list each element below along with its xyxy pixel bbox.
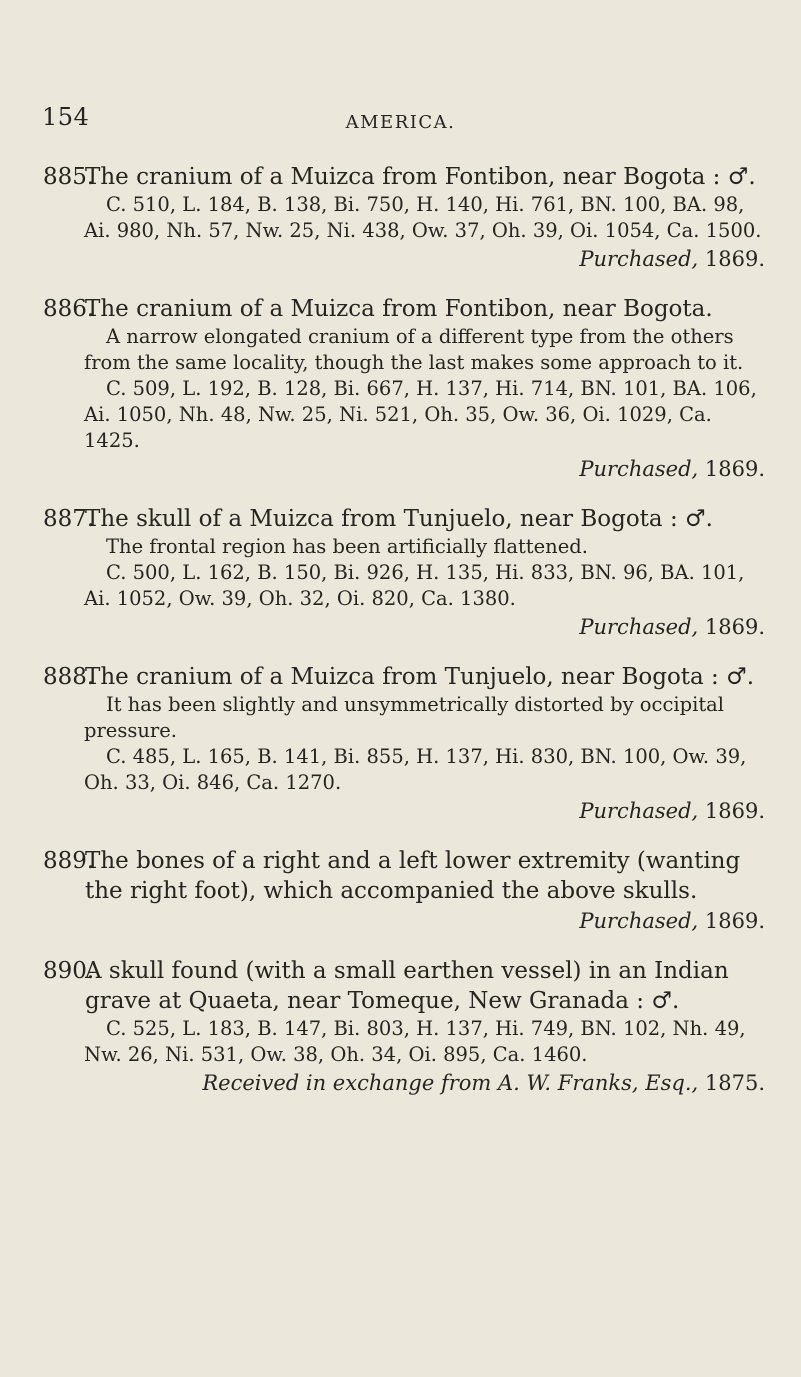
catalogue-entries: [0, 162, 801, 1098]
entry-description: It has been slightly and unsymmetrically distorted by occipital pressure.: [84, 693, 725, 742]
entry-measurements: C. 525, L. 183, B. 147, Bi. 803, H. 137, Hi. 749, BN. 102, Nh. 49, Nw. 26, Ni. 531, Ow. 38, Oh. 34, Oi. 895, Ca. 1460.: [84, 1017, 746, 1066]
entry-number: 890.: [43, 958, 95, 984]
entry-title: The cranium of a Muizca from Tunjuelo, near Bogota : ♂.: [85, 664, 755, 690]
entry-number: 885.: [43, 164, 95, 190]
provenance-text: Received in exchange from A. W. Franks, Esq.,: [202, 1071, 699, 1095]
catalogue-entry: [0, 162, 801, 274]
entry-number: 888.: [43, 664, 95, 690]
catalogue-entry: [0, 662, 801, 826]
entry-number: 887.: [43, 506, 95, 532]
entry-title: The cranium of a Muizca from Fontibon, near Bogota : ♂.: [85, 164, 756, 190]
entry-measurements: C. 510, L. 184, B. 138, Bi. 750, H. 140, Hi. 761, BN. 100, BA. 98, Ai. 980, Nh. 57, Nw. 25, Ni. 438, Ow. 37, Oh. 39, Oi. 1054, Ca. 1500.: [84, 193, 762, 242]
provenance-year: 1875.: [704, 1071, 765, 1095]
provenance-text: Purchased,: [579, 909, 699, 933]
catalogue-entry: [0, 294, 801, 484]
running-head: AMERICA.: [345, 112, 456, 133]
entry-number: 886.: [43, 296, 95, 322]
entry-measurements: C. 485, L. 165, B. 141, Bi. 855, H. 137, Hi. 830, BN. 100, Ow. 39, Oh. 33, Oi. 846, Ca. 1270.: [84, 745, 747, 794]
provenance-text: Purchased,: [579, 799, 699, 823]
entry-title: The skull of a Muizca from Tunjuelo, near Bogota : ♂.: [85, 506, 713, 532]
page-number: 154: [42, 103, 90, 131]
entry-number: 889.: [43, 848, 95, 874]
provenance-text: Purchased,: [579, 247, 699, 271]
entry-measurements: C. 509, L. 192, B. 128, Bi. 667, H. 137, Hi. 714, BN. 101, BA. 106, Ai. 1050, Nh. 48, Nw. 25, Ni. 521, Oh. 35, Ow. 36, Oi. 1029, Ca. 1425.: [84, 377, 757, 452]
catalogue-entry: [0, 956, 801, 1098]
provenance-year: 1869.: [704, 799, 765, 823]
provenance-year: 1869.: [704, 615, 765, 639]
entry-provenance: [0, 906, 765, 936]
catalogue-entry: [0, 846, 801, 936]
entry-measurements: C. 500, L. 162, B. 150, Bi. 926, H. 135, Hi. 833, BN. 96, BA. 101, Ai. 1052, Ow. 39, Oh. 32, Oi. 820, Ca. 1380.: [84, 561, 745, 610]
entry-provenance: [0, 796, 765, 826]
provenance-year: 1869.: [704, 457, 765, 481]
entry-title: The cranium of a Muizca from Fontibon, near Bogota.: [85, 296, 713, 322]
provenance-year: 1869.: [704, 247, 765, 271]
entry-title: The bones of a right and a left lower extremity (wanting the right foot), which accompanied the above skulls.: [85, 848, 741, 904]
provenance-year: 1869.: [704, 909, 765, 933]
entry-title: A skull found (with a small earthen vessel) in an Indian grave at Quaeta, near Tomeque, New Granada : ♂.: [85, 958, 729, 1014]
entry-provenance: [0, 1068, 765, 1098]
entry-provenance: [0, 244, 765, 274]
entry-description: A narrow elongated cranium of a different type from the others from the same locality, though the last makes some approach to it.: [84, 325, 744, 374]
entry-provenance: [0, 454, 765, 484]
entry-description: The frontal region has been artificially flattened.: [106, 535, 588, 558]
provenance-text: Purchased,: [579, 615, 699, 639]
provenance-text: Purchased,: [579, 457, 699, 481]
catalogue-entry: [0, 504, 801, 642]
entry-provenance: [0, 612, 765, 642]
